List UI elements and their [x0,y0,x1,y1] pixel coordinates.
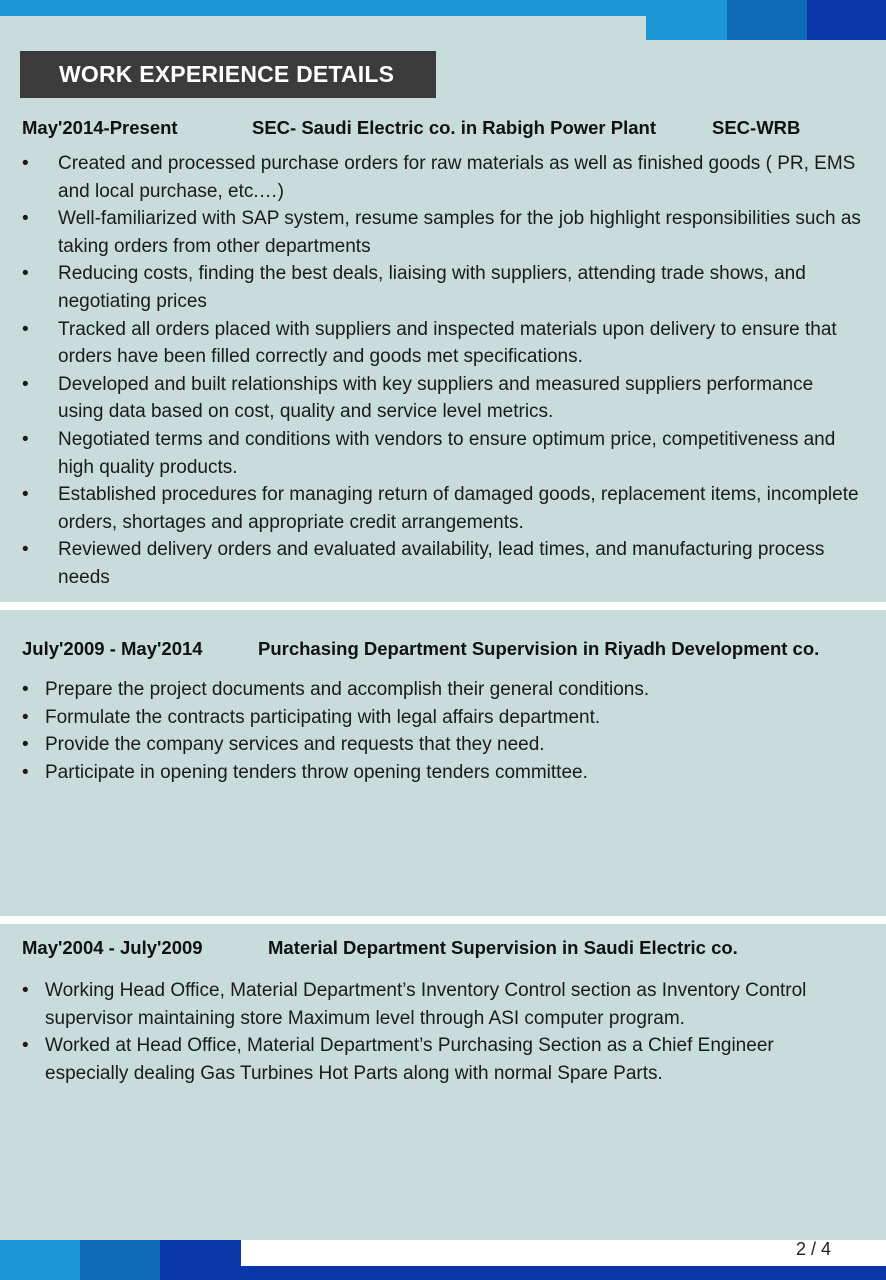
bottom-band-light [0,1240,80,1280]
top-band-overlay [646,16,727,40]
job-dates-2: July'2009 - May'2014 [22,638,203,659]
list-item: • Worked at Head Office, Material Department’s Purchasing Section as a Chief Engineer especially dealing Gas Turbines Hot Parts along with normal Spare Parts. [22,1032,862,1087]
list-item: • Participate in opening tenders throw opening tenders committee. [22,759,862,787]
list-item: • Established procedures for managing return of damaged goods, replacement items, incomplete orders, shortages and appropriate credit arrangements. [22,481,862,536]
bottom-band-mid [80,1240,160,1280]
job-dates-1: May'2014-Present [22,117,178,138]
job-company-3: Material Department Supervision in Saudi Electric co. [268,937,738,958]
job-bullets-1 [22,150,862,592]
list-item: • Working Head Office, Material Department’s Inventory Control section as Inventory Control supervisor maintaining store Maximum level through ASI computer program. [22,977,862,1032]
top-band-overlay-mid [727,0,807,40]
list-item: • Prepare the project documents and accomplish their general conditions. [22,676,862,704]
job-company-2: Purchasing Department Supervision in Riyadh Development co. [258,638,820,659]
job-unit-1: SEC-WRB [712,117,801,138]
list-item: • Provide the company services and requests that they need. [22,731,862,759]
job-bullets-3 [22,977,862,1087]
list-item: • Tracked all orders placed with suppliers and inspected materials upon delivery to ensure that orders have been filled correctly and goods met specifications. [22,316,862,371]
job-company-1: SEC- Saudi Electric co. in Rabigh Power Plant [252,117,657,138]
top-band-light [0,0,727,16]
list-item: • Well-familiarized with SAP system, resume samples for the job highlight responsibilities such as taking orders from other departments [22,205,862,260]
page-number: 2 / 4 [796,1239,832,1259]
list-item: • Developed and built relationships with key suppliers and measured suppliers performance using data based on cost, quality and service level metrics. [22,371,862,426]
bottom-band-strip [241,1266,886,1280]
list-item: • Reducing costs, finding the best deals, liaising with suppliers, attending trade shows, and negotiating prices [22,260,862,315]
top-band-overlay-dark [807,0,886,40]
list-item: • Formulate the contracts participating with legal affairs department. [22,704,862,732]
job-dates-3: May'2004 - July'2009 [22,937,203,958]
job-bullets-2 [22,676,862,786]
bottom-band-dark [160,1240,241,1280]
section-title: WORK EXPERIENCE DETAILS [20,51,436,98]
list-item: • Created and processed purchase orders for raw materials as well as finished goods ( PR, EMS and local purchase, etc.…) [22,150,862,205]
list-item: • Negotiated terms and conditions with vendors to ensure optimum price, competitiveness and high quality products. [22,426,862,481]
list-item: • Reviewed delivery orders and evaluated availability, lead times, and manufacturing process needs [22,536,862,591]
